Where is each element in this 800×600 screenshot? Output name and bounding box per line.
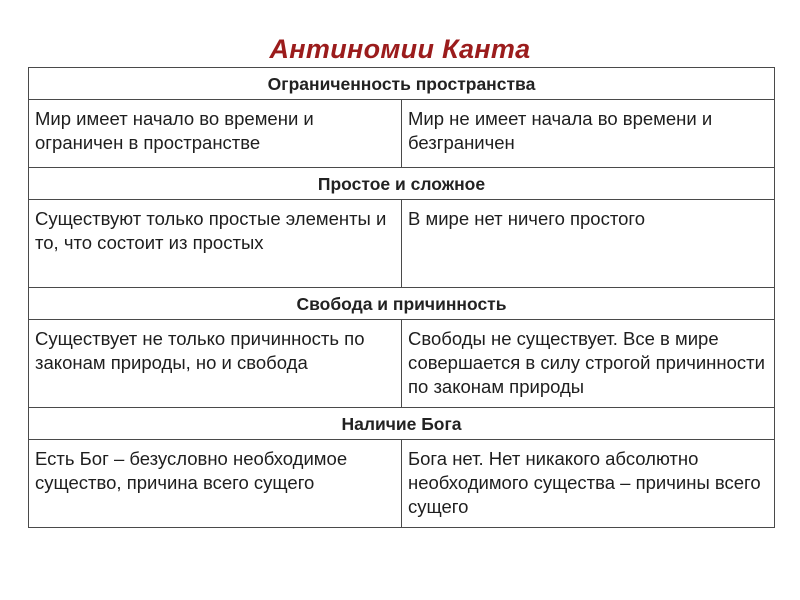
thesis-cell: Существуют только простые элементы и то, что состоит из простых <box>29 200 402 288</box>
antinomy-heading-row <box>29 408 775 440</box>
antithesis-cell: Бога нет. Нет никакого абсолютно необходимого существа – причины всего сущего <box>402 440 775 528</box>
antinomy-heading: Наличие Бога <box>29 408 775 440</box>
antinomies-table <box>28 67 775 528</box>
antinomy-heading: Простое и сложное <box>29 168 775 200</box>
antinomy-content-row <box>29 200 775 288</box>
antinomy-heading-row <box>29 68 775 100</box>
antinomy-content-row <box>29 320 775 408</box>
antinomy-heading-row <box>29 168 775 200</box>
slide-title: Антиномии Канта <box>269 34 531 64</box>
antinomy-heading: Свобода и причинность <box>29 288 775 320</box>
thesis-cell: Мир имеет начало во времени и ограничен в пространстве <box>29 100 402 168</box>
antithesis-cell: В мире нет ничего простого <box>402 200 775 288</box>
antithesis-cell: Мир не имеет начала во времени и безграничен <box>402 100 775 168</box>
antinomy-content-row <box>29 440 775 528</box>
antithesis-cell: Свободы не существует. Все в мире совершается в силу строгой причинности по законам природы <box>402 320 775 408</box>
thesis-cell: Есть Бог – безусловно необходимое существо, причина всего сущего <box>29 440 402 528</box>
antinomy-heading-row <box>29 288 775 320</box>
thesis-cell: Существует не только причинность по законам природы, но и свобода <box>29 320 402 408</box>
antinomy-content-row <box>29 100 775 168</box>
antinomy-heading: Ограниченность пространства <box>29 68 775 100</box>
